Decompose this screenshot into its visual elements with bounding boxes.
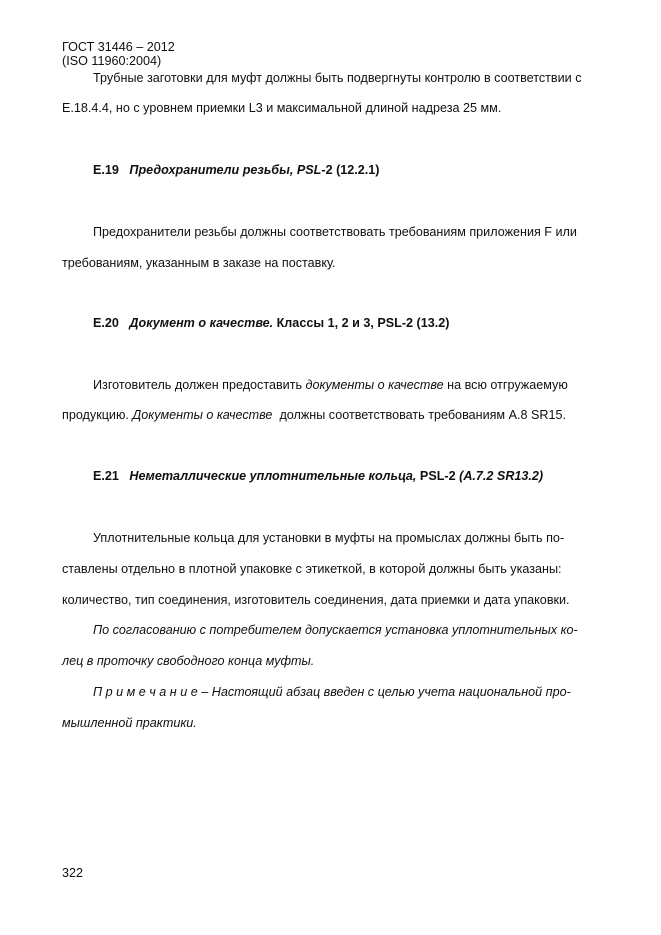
- section-title-rest: -2 (12.2.1): [321, 163, 380, 177]
- page-number: 322: [62, 866, 84, 880]
- e19-line-1: Предохранители резьбы должны соответствовать требованиям приложения F или: [93, 225, 577, 239]
- section-title-mid: PSL-2: [419, 469, 456, 483]
- e21-line-1: Уплотнительные кольца для установки в муфты на промыслах должны быть по-: [93, 531, 565, 545]
- e21-line-3: количество, тип соединения, изготовитель соединения, дата приемки и дата упаковки.: [62, 593, 570, 607]
- e21-line-4: По согласованию с потребителем допускается установка уплотнительных ко-: [93, 623, 578, 637]
- section-number: E.19: [93, 163, 119, 177]
- text-run: продукцию.: [62, 408, 129, 422]
- section-heading-e21: [93, 469, 543, 484]
- intro-line-1: Трубные заготовки для муфт должны быть подвергнуты контролю в соответствии с: [93, 71, 582, 85]
- e20-line-2: [62, 408, 566, 423]
- e19-line-2: требованиям, указанным в заказе на поставку.: [62, 256, 336, 270]
- e20-line-1: [93, 378, 568, 393]
- e21-line-5: лец в проточку свободного конца муфты.: [62, 654, 315, 668]
- psl-label: PSL: [296, 163, 322, 177]
- section-title-italic: Неметаллические уплотнительные кольца,: [129, 469, 417, 483]
- section-title-rest: Классы 1, 2 и 3, PSL-2 (13.2): [276, 316, 450, 330]
- text-run-italic: Документы о качестве: [132, 408, 273, 422]
- section-number: E.21: [93, 469, 119, 483]
- e21-line-2: ставлены отдельно в плотной упаковке с этикеткой, в которой должны быть указаны:: [62, 562, 562, 576]
- section-number: E.20: [93, 316, 119, 330]
- note-line-1: П р и м е ч а н и е – Настоящий абзац введен с целью учета национальной про-: [93, 685, 571, 699]
- text-run-italic: документы о качестве: [305, 378, 444, 392]
- section-heading-e19: [93, 163, 379, 178]
- section-title-ref: (A.7.2 SR13.2): [459, 469, 544, 483]
- intro-line-2: E.18.4.4, но с уровнем приемки L3 и максимальной длиной надреза 25 мм.: [62, 101, 502, 115]
- standard-number: ГОСТ 31446 – 2012: [62, 40, 175, 54]
- text-run: Изготовитель должен предоставить: [93, 378, 303, 392]
- section-heading-e20: [93, 316, 449, 331]
- section-title-italic: Документ о качестве.: [129, 316, 274, 330]
- section-title-italic: Предохранители резьбы,: [129, 163, 294, 177]
- text-run: должны соответствовать требованиям A.8 SR15.: [279, 408, 566, 422]
- text-run: на всю отгружаемую: [447, 378, 568, 392]
- iso-reference: (ISO 11960:2004): [62, 54, 162, 68]
- note-line-2: мышленной практики.: [62, 716, 197, 730]
